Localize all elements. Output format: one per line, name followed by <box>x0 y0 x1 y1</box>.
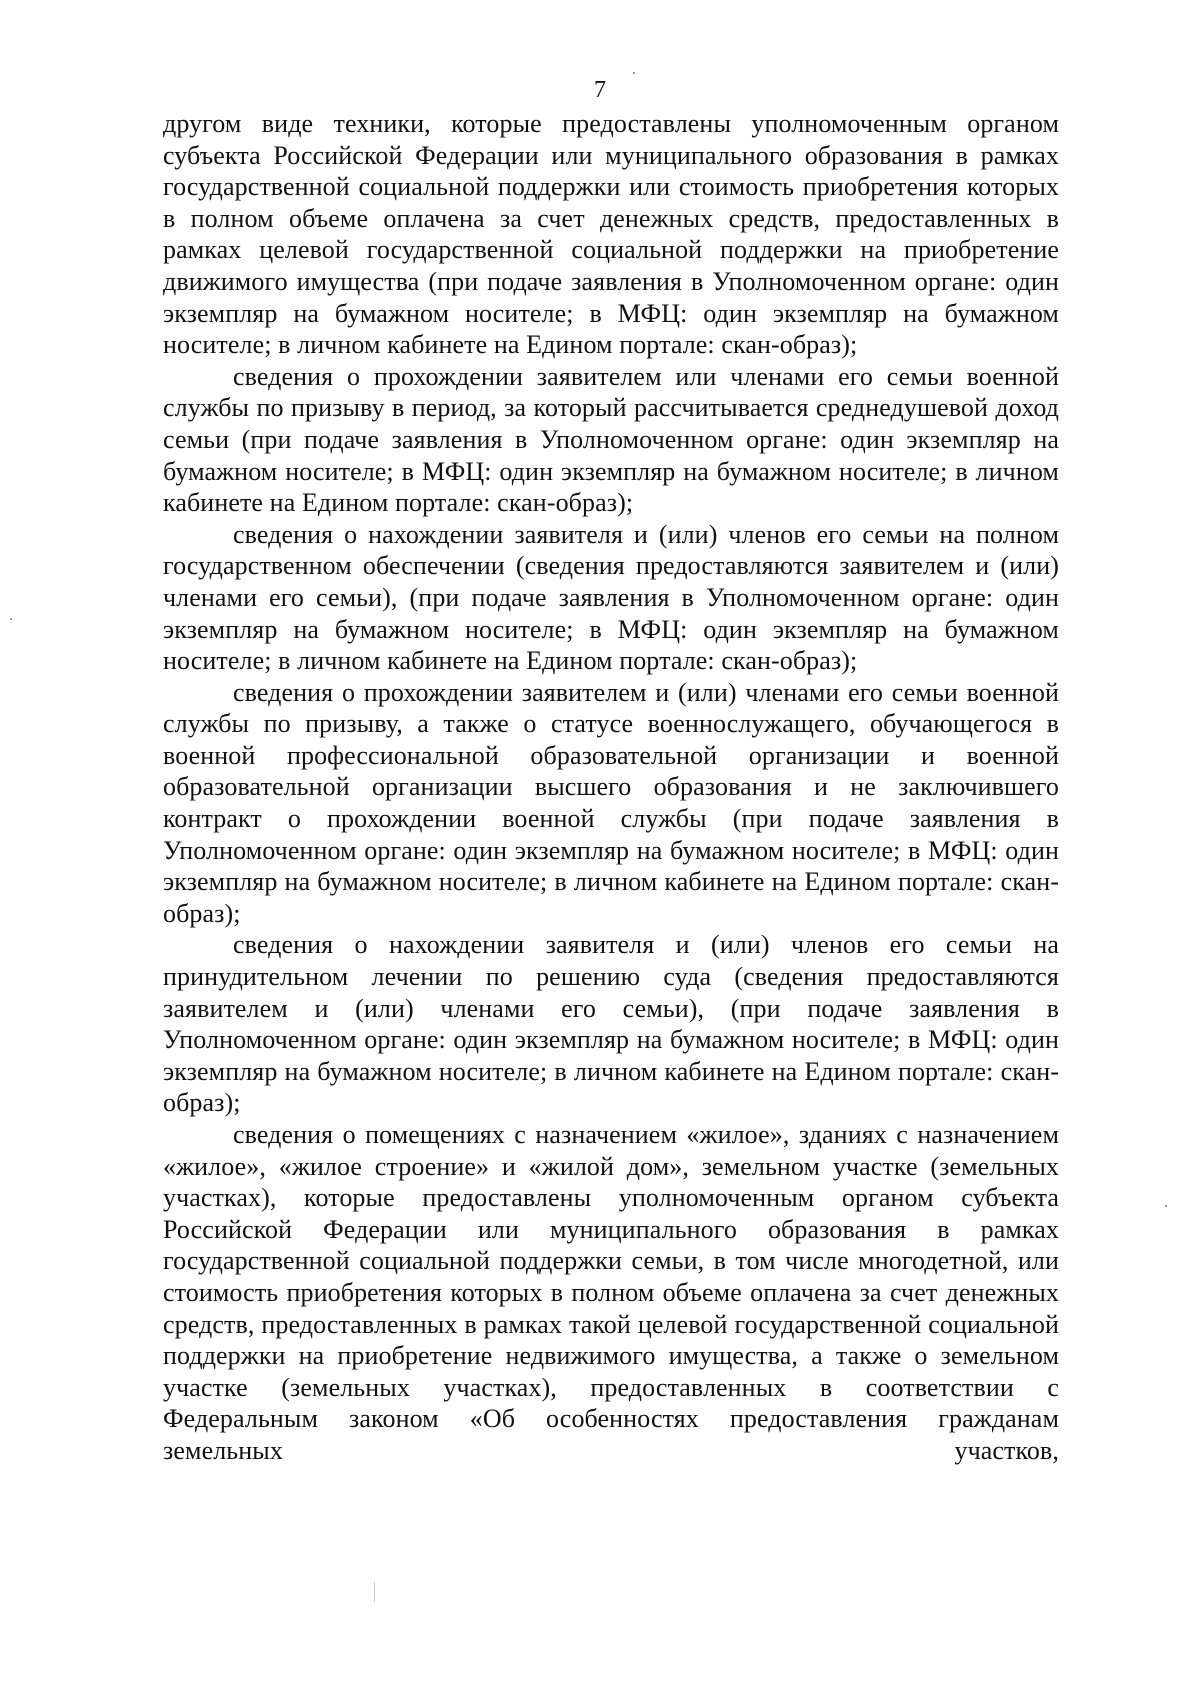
paragraph-6: сведения о помещениях с назначением «жилое», зданиях с назначением «жилое», «жилое строение» и «жилой дом», земельном участке (земельных участках), которые предоставлены уполномоченным органом субъекта Российской Федерации или муниципального образования в рамках государственной социальной поддержки семьи, в том числе многодетной, или стоимость приобретения которых в полном объеме оплачена за счет денежных средств, предоставленных в рамках такой целевой государственной социальной поддержки на приобретение недвижимого имущества, а также о земельном участке (земельных участках), предоставленных в соответствии с Федеральным законом «Об особенностях предоставления гражданам земельных участков, <box>163 1120 1059 1465</box>
page-number: 7 <box>594 77 606 103</box>
document-body <box>163 108 1059 1467</box>
scan-line <box>374 1582 375 1602</box>
paragraph-3: сведения о нахождении заявителя и (или) членов его семьи на полном государственном обеспечении (сведения предоставляются заявителем и (или) членами его семьи), (при подаче заявления в Уполномоченном органе: один экземпляр на бумажном носителе; в МФЦ: один экземпляр на бумажном носителе; в личном кабинете на Едином портале: скан-образ); <box>163 519 1059 676</box>
scan-speck <box>1165 1205 1167 1207</box>
paragraph-2: сведения о прохождении заявителем или членами его семьи военной службы по призыву в период, за который рассчитывается среднедушевой доход семьи (при подаче заявления в Уполномоченном органе: один экземпляр на бумажном носителе; в МФЦ: один экземпляр на бумажном носителе; в личном кабинете на Едином портале: скан-образ); <box>163 361 1059 518</box>
paragraph-4: сведения о прохождении заявителем и (или) членами его семьи военной службы по призыву, а также о статусе военнослужащего, обучающегося в военной профессиональной образовательной организации и военной образовательной организации высшего образования и не заключившего контракт о прохождении военной службы (при подаче заявления в Уполномоченном органе: один экземпляр на бумажном носителе; в МФЦ: один экземпляр на бумажном носителе; в личном кабинете на Едином портале: скан-образ); <box>163 677 1059 928</box>
scan-speck <box>633 72 635 74</box>
paragraph-5: сведения о нахождении заявителя и (или) членов его семьи на принудительном лечении по решению суда (сведения предоставляются заявителем и (или) членами его семьи), (при подаче заявления в Уполномоченном органе: один экземпляр на бумажном носителе; в МФЦ: один экземпляр на бумажном носителе; в личном кабинете на Едином портале: скан-образ); <box>163 930 1059 1118</box>
scan-speck <box>10 618 12 620</box>
paragraph-1: другом виде техники, которые предоставлены уполномоченным органом субъекта Российской Федерации или муниципального образования в рамках государственной социальной поддержки или стоимость приобретения которых в полном объеме оплачена за счет денежных средств, предоставленных в рамках целевой государственной социальной поддержки на приобретение движимого имущества (при подаче заявления в Уполномоченном органе: один экземпляр на бумажном носителе; в МФЦ: один экземпляр на бумажном носителе; в личном кабинете на Едином портале: скан-образ); <box>163 109 1059 360</box>
